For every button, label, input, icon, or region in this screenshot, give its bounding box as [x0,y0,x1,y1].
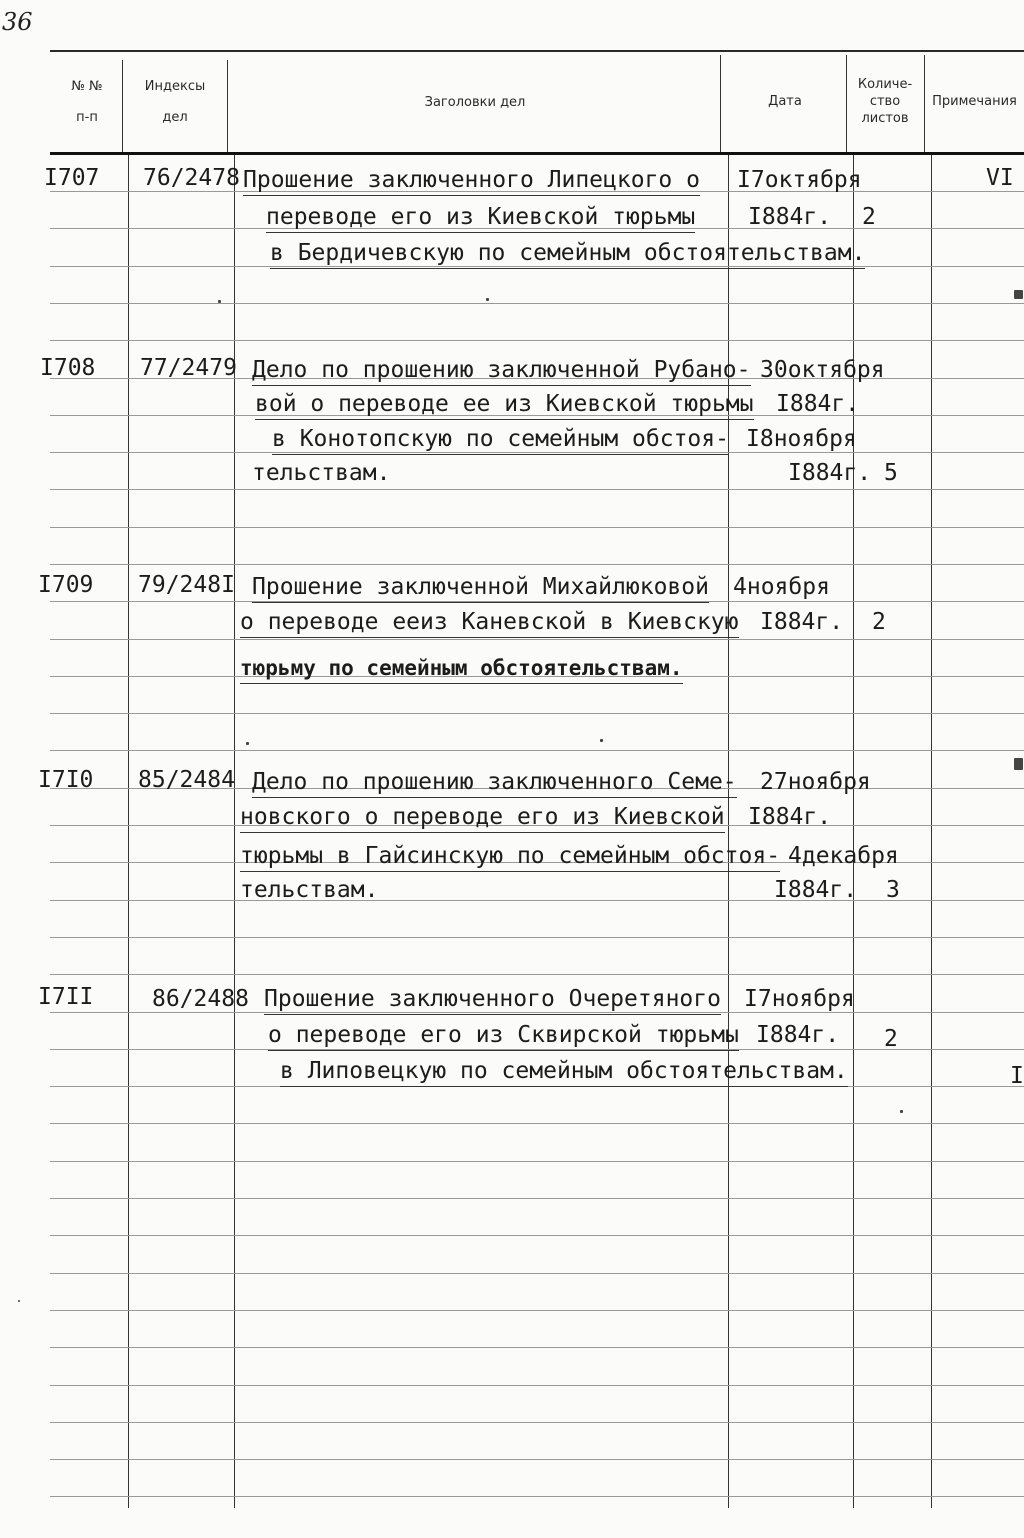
record-sheet-count: 3 [886,877,900,903]
header-title: Заголовки дел [424,95,526,110]
ruled-line [50,564,1024,565]
ruled-line [50,1459,1024,1460]
ruled-line [50,1161,1024,1162]
record-sheet-count: 2 [872,609,886,635]
record-title-line: тельствам. [240,877,379,903]
scan-speck [1014,758,1023,770]
record-date: 4ноября [733,574,830,600]
header-notes: Примечания [932,94,1017,109]
record-num: I709 [38,572,94,598]
record-title-line: в Бердичевскую по семейным обстоятельствам. [270,239,865,269]
record-sheet-count: 2 [884,1026,898,1052]
record-title-line: вой о переводе ее из Киевской тюрьмы [255,390,754,420]
record-date: 30октября [760,357,885,383]
record-note: I [1010,1063,1024,1089]
scan-speck [600,739,603,742]
col-line [924,55,925,152]
record-title-line: Прошение заключенной Михайлюковой [252,573,709,603]
record-date: I7ноября [744,986,855,1012]
record-title-line: тельствам. [252,460,391,486]
ruled-line [50,1273,1024,1274]
record-sheet-count: 2 [862,204,876,230]
record-date-year: I884г. [748,804,832,830]
header-bottom-rule [50,152,1024,155]
record-title-line: Дело по прошению заключенного Семе- [252,768,737,798]
record-title-line: тюрьму по семейным обстоятельствам. [240,654,683,684]
scan-speck [18,1300,20,1302]
record-index: 85/2484 [138,767,235,793]
record-date: I8ноября [746,426,857,452]
record-title-line: Прошение заключенного Очеретяного [264,985,721,1015]
ruled-line [50,1310,1024,1311]
header-count-line3: листов [861,111,909,126]
record-title-line: в Конотопскую по семейным обстоя- [272,425,729,455]
col-line [720,55,721,152]
ruled-line [50,1385,1024,1386]
record-num: I708 [40,355,96,381]
col-line [846,55,847,152]
record-date-year: I884г. [788,460,872,486]
col-line [122,60,123,152]
header-num [52,78,122,126]
ruled-line [50,713,1024,714]
record-title-line: тюрьмы в Гайсинскую по семейным обстоя- [240,842,780,872]
header-count-line2: ство [869,94,901,109]
record-title-line: переводе его из Киевской тюрьмы [266,203,695,233]
scan-speck [246,742,249,745]
ruled-line [50,303,1024,304]
ruled-line [50,937,1024,938]
record-title-line: Прошение заключенного Липецкого о [243,166,700,196]
ruled-line [50,974,1024,975]
header-index-line2: дел [162,110,188,125]
header-sheet-count [846,76,924,127]
ruled-line [50,340,1024,341]
record-index: 86/2488 [152,986,249,1012]
record-index: 76/2478 [143,165,240,191]
header-top-rule [50,50,1024,52]
ruled-line [50,489,1024,490]
record-title-line: в Липовецкую по семейным обстоятельствам. [280,1057,848,1087]
record-date: 27ноября [760,769,871,795]
record-index: 79/248I [138,572,235,598]
record-sheet-count: 5 [884,460,898,486]
ruled-line [50,900,1024,901]
ruled-line [50,527,1024,528]
ruled-line [50,1347,1024,1348]
record-date-year: I884г. [774,877,858,903]
ruled-line [50,639,1024,640]
col-line [227,60,228,152]
scan-speck [900,1110,903,1113]
header-num-line1: № № [71,79,103,94]
ruled-line [50,1235,1024,1236]
record-title-line: Дело по прошению заключенной Рубано- [252,356,751,386]
record-date-year: I884г. [760,609,844,635]
page-number: 36 [2,8,33,36]
col-line [931,155,932,1508]
scan-speck [1014,290,1023,299]
header-count-line1: Количе- [857,77,913,92]
col-line [128,155,129,1508]
header-date: Дата [768,94,802,109]
record-date-year: I884г. [748,204,832,230]
record-index: 77/2479 [140,355,237,381]
scan-speck [218,300,221,303]
record-title-line: о переводе его из Сквирской тюрьмы [268,1021,739,1051]
record-note: VI [986,165,1014,191]
record-num: I7I0 [38,767,94,793]
record-date: I7октября [737,167,862,193]
header-index [125,78,225,126]
record-num: I707 [44,165,100,191]
record-date-year: I884г. [756,1022,840,1048]
scan-speck [486,298,489,301]
record-num: I7II [38,984,94,1010]
record-title-line: о переводе ееиз Каневской в Киевскую [240,608,739,638]
ruled-line [50,1198,1024,1199]
ruled-line [50,1123,1024,1124]
header-index-line1: Индексы [144,79,206,94]
ruled-line [50,1496,1024,1497]
ruled-line [50,750,1024,751]
record-date: 4декабря [788,843,899,869]
ruled-line [50,1422,1024,1423]
header-num-line2: п-п [76,110,98,125]
record-date-year: I884г. [776,391,860,417]
record-title-line: новского о переводе его из Киевской [240,803,725,833]
